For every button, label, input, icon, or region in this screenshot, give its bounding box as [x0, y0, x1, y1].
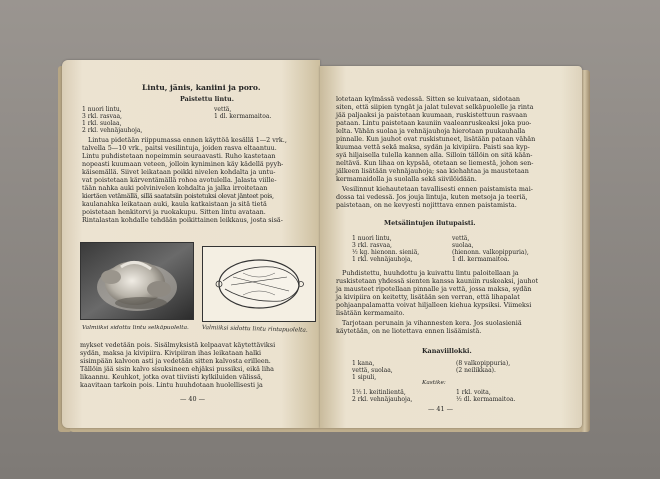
text-line: pohjaanpalamatta voivat hiljalleen kiehua kypsiksi. Viimeksi [336, 301, 532, 309]
text-line: käisemällä. Siivet leikataan poikki nivelen kohdalta ja untu- [82, 168, 276, 176]
text-line: Tällöin jää sisin kalvo sisuksineen ehjäksi pussiksi, eikä liha [80, 365, 274, 373]
bird-photo-image [81, 243, 193, 319]
ingredient-item: 1 dl. kermamaitoa. [214, 113, 272, 120]
text-line: lotetaan kylmässä vedessä. Sitten se kuivataan, sidotaan [336, 95, 521, 103]
text-line: ruskistetaan yhdessä sienten kanssa kauniin ruskeaksi, jauhot [336, 277, 539, 285]
ingredient-item: ½ dl. kermamaitoa. [456, 396, 516, 403]
text-line: talvella 5—10 vrk., paitsi vesilintuja, joiden rasva eltaantuu. [82, 144, 277, 152]
text-line: Lintua pidetään riippumassa ennen käyttöä kesällä 1—2 vrk., [88, 136, 287, 144]
text-line: tään nahka auki polvinivelen kohdalta ja jalka irroitetaan [82, 184, 268, 192]
ingredient-item: vettä, [452, 235, 470, 242]
text-line: likaannu. Keuhkot, jotka ovat tiiviisti kylkiluiden välissä, [80, 373, 263, 381]
text-line: syä hiljaisella tulella kannen alla. Silloin tällöin on sitä kään- [336, 151, 533, 159]
text-line: ja mausteet ripotellaan pinnalle ja vettä, jossa maksa, sydän [336, 285, 532, 293]
bird-drawing-image [203, 247, 315, 321]
ingredient-item: 1 nuori lintu, [82, 106, 122, 113]
text-line: paistetaan, on ne kevyesti nojitttava ennen paistamista. [336, 201, 517, 209]
ingredient-item: 3 rkl. rasvaa, [352, 242, 392, 249]
ingredient-item: (2 neilikkaa). [456, 367, 496, 374]
ingredient-item: 1½ l. keitinlientä, [352, 389, 406, 396]
text-line: nopeasti kuumaan veteen, jolloin kyniminen käy kädellä pyyh- [82, 160, 284, 168]
text-line: Rintalastan kohdalle tehdään poikittainen leikkaus, josta sisä- [82, 216, 283, 224]
bird-drawing [202, 246, 316, 322]
text-line: pinnalle. Kun jauhot ovat ruskistuneet, lisätään pataan vähän [336, 135, 536, 143]
sauce-label: Kastike: [422, 380, 446, 386]
drawing-caption: Valmiiksi sidottu lintu rintapuolelta. [201, 325, 308, 334]
text-line: siten, että siipien tyngät ja jalat tulevat selkäpuolelle ja rinta [336, 103, 534, 111]
ingredient-item: 3 rkl. rasvaa, [82, 113, 122, 120]
text-line: neltävä. Kun lihaa on kypsää, otetaan se liemestä, johon sen- [336, 159, 534, 167]
ingredient-item: 1 rkl. voita, [456, 389, 491, 396]
text-line: kermamaidolla ja suolalla sekä siivilöidään. [336, 175, 477, 183]
text-line: pataan. Lintu paistetaan kauniin vaaleanruskeaksi joka puo- [336, 119, 532, 127]
ingredient-item: 1 sipuli, [352, 374, 377, 381]
ingredient-item: ½ kg. hienonn. sieniä, [352, 249, 420, 256]
right-page [320, 66, 582, 428]
text-line: Tarjotaan perunain ja vihannesten kera. Jos suolasieniä [342, 319, 522, 327]
text-line: Vesilinnut kiehautetaan tavallisesti ennen paistamista mai- [342, 185, 533, 193]
text-line: kiertäen vetämällä, sillä saatatsiin poistetuksi olevat jänteet pois, [82, 192, 274, 200]
ingredient-item: 1 rkl. vehnäjauhoja, [352, 256, 413, 263]
text-line: käytetään, on ne liotettava ennen lisäämistä. [336, 327, 482, 335]
ingredient-item: vettä, [214, 106, 232, 113]
bird-photo [80, 242, 194, 320]
ingredient-item: 1 kana, [352, 360, 375, 367]
page-title: Lintu, jänis, kaniini ja poro. [142, 83, 261, 92]
text-line: dossa tai vedessä. Jos jouja lintuja, kuten metsoja ja teeriä, [336, 193, 528, 201]
ingredient-item: 2 rkl. vehnäjauhoja, [352, 396, 413, 403]
recipe-title: Paistettu lintu. [180, 95, 234, 103]
text-line: jälkeen lisätään vehnäjauhoja; saa kiehahtaa ja maustetaan [336, 167, 529, 175]
text-line: Lintu puhdistetaan nopeimmin seuraavasti. Ruho kastetaan [82, 152, 276, 160]
ingredient-item: suolaa, [452, 242, 474, 249]
text-line: ja kivipiira on keitetty, lisätään sen verran, että lihapalat [336, 293, 520, 301]
ingredient-item: 1 dl. kermamaitoa. [452, 256, 510, 263]
text-line: kaulanahka leikataan auki, kaula katkaistaan ja sitä tietä [82, 200, 267, 208]
ingredient-item: 2 rkl. vehnäjauhoja, [82, 127, 143, 134]
text-line: jää paljaaksi ja paistetaan kuumaan, ruskistettuun rasvaan [336, 111, 528, 119]
text-line: mykset vedetään pois. Sisälmyksistä kelpaavat käytettäviksi [80, 341, 276, 349]
text-line: vat poistetaan kärventämällä rohoa avotulella. Jalasta viille- [82, 176, 277, 184]
text-line: Puhdistettu, huuhdottu ja kuivattu lintu paloitellaan ja [342, 269, 519, 277]
ingredient-item: 1 nuori lintu, [352, 235, 392, 242]
ingredient-item: vettä, suolaa, [352, 367, 393, 374]
ingredient-item: 1 rkl. suolaa, [82, 120, 122, 127]
page-number: — 41 — [428, 405, 453, 413]
photo-caption: Valmiiksi sidottu lintu selkäpuolelta. [82, 325, 189, 331]
text-line: lelta. Vähän suolaa ja vehnäjauhoja hierotaan puukauhalla [336, 127, 526, 135]
left-page [62, 60, 320, 428]
text-line: kaavitaan tarkoin pois. Lintu huuhdotaan huolellisesti ja [80, 381, 263, 389]
text-line: sydän, maksa ja kivipiira. Kivipiiran ihas leikataan halki [80, 349, 262, 357]
recipe-title: Kanaviillokki. [422, 347, 472, 355]
ingredient-item: (hienonn. valkopippuria), [452, 249, 529, 256]
ingredient-item: (8 valkopippuria), [456, 360, 511, 367]
text-line: kuumaa vettä sekä maksa, sydän ja kivipiira. Paisti saa kyp- [336, 143, 530, 151]
text-line: lisätään kermamaito. [336, 309, 405, 317]
page-number: — 40 — [180, 395, 205, 403]
text-line: sisimpään kalvoon asti ja vedetään sitten kalvosta erilleen. [80, 357, 271, 365]
recipe-title: Metsälintujen ilutupaisti. [384, 219, 476, 227]
text-line: poistetaan henkitorvi ja ruokakupu. Sitten lintu avataan. [82, 208, 266, 216]
